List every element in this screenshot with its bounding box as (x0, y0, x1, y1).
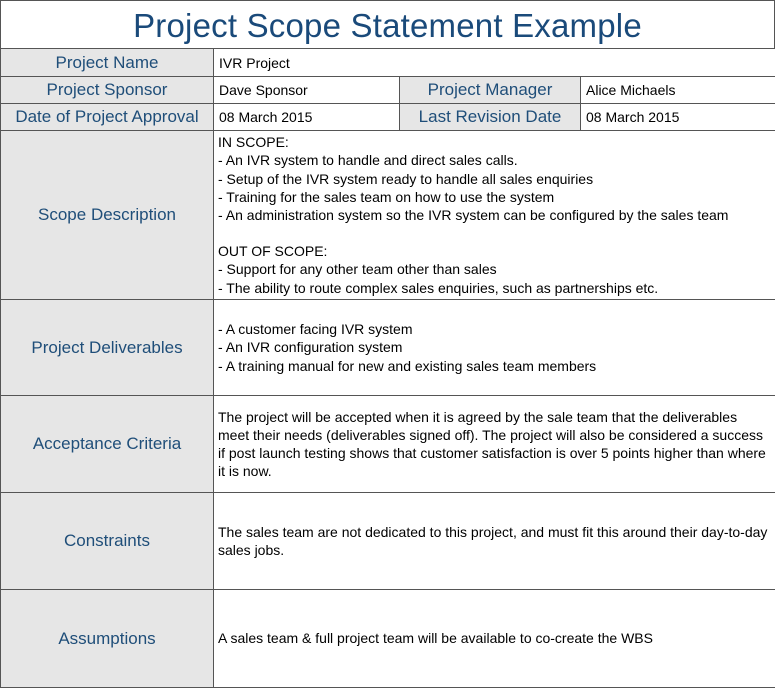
row-scope-description (1, 131, 775, 300)
row-project-deliverables (1, 300, 775, 396)
revision-date-value: 08 March 2015 (581, 104, 775, 131)
project-manager-label: Project Manager (400, 77, 581, 104)
project-name-value: IVR Project (214, 49, 775, 77)
row-assumptions (1, 590, 775, 688)
project-sponsor-label: Project Sponsor (1, 77, 214, 104)
scope-line: - The ability to route complex sales enquiries, such as partnerships etc. (218, 279, 771, 297)
project-deliverables-content (214, 300, 775, 396)
revision-date-label: Last Revision Date (400, 104, 581, 131)
scope-line: OUT OF SCOPE: (218, 242, 771, 260)
deliverable-line: - An IVR configuration system (218, 338, 771, 356)
deliverable-line: - A customer facing IVR system (218, 320, 771, 338)
scope-line: - Training for the sales team on how to use the system (218, 188, 771, 206)
approval-date-label: Date of Project Approval (1, 104, 214, 131)
scope-table (0, 48, 775, 688)
scope-line: - Setup of the IVR system ready to handle all sales enquiries (218, 170, 771, 188)
row-sponsor-manager (1, 77, 775, 104)
row-project-name (1, 49, 775, 77)
scope-description-label: Scope Description (1, 131, 214, 300)
row-acceptance-criteria (1, 396, 775, 493)
page-title: Project Scope Statement Example (0, 0, 775, 48)
scope-line: - Support for any other team other than sales (218, 260, 771, 278)
constraints-label: Constraints (1, 493, 214, 590)
project-sponsor-value: Dave Sponsor (214, 77, 400, 104)
scope-spacer (218, 224, 771, 242)
scope-description-content (214, 131, 775, 300)
deliverable-line: - A training manual for new and existing sales team members (218, 357, 771, 375)
approval-date-value: 08 March 2015 (214, 104, 400, 131)
scope-line: IN SCOPE: (218, 133, 771, 151)
assumptions-content: A sales team & full project team will be available to co-create the WBS (214, 590, 775, 688)
row-constraints (1, 493, 775, 590)
assumptions-label: Assumptions (1, 590, 214, 688)
constraints-content: The sales team are not dedicated to this project, and must fit this around their day-to-day sales jobs. (214, 493, 775, 590)
scope-line: - An administration system so the IVR system can be configured by the sales team (218, 206, 771, 224)
row-dates (1, 104, 775, 131)
acceptance-criteria-label: Acceptance Criteria (1, 396, 214, 493)
acceptance-criteria-content: The project will be accepted when it is agreed by the sale team that the deliverables meet their needs (deliverables signed off). The project will also be considered a success if post launch testing shows that customer satisfaction is over 5 points higher than where it is now. (214, 396, 775, 493)
project-manager-value: Alice Michaels (581, 77, 775, 104)
scope-line: - An IVR system to handle and direct sales calls. (218, 151, 771, 169)
project-name-label: Project Name (1, 49, 214, 77)
project-deliverables-label: Project Deliverables (1, 300, 214, 396)
